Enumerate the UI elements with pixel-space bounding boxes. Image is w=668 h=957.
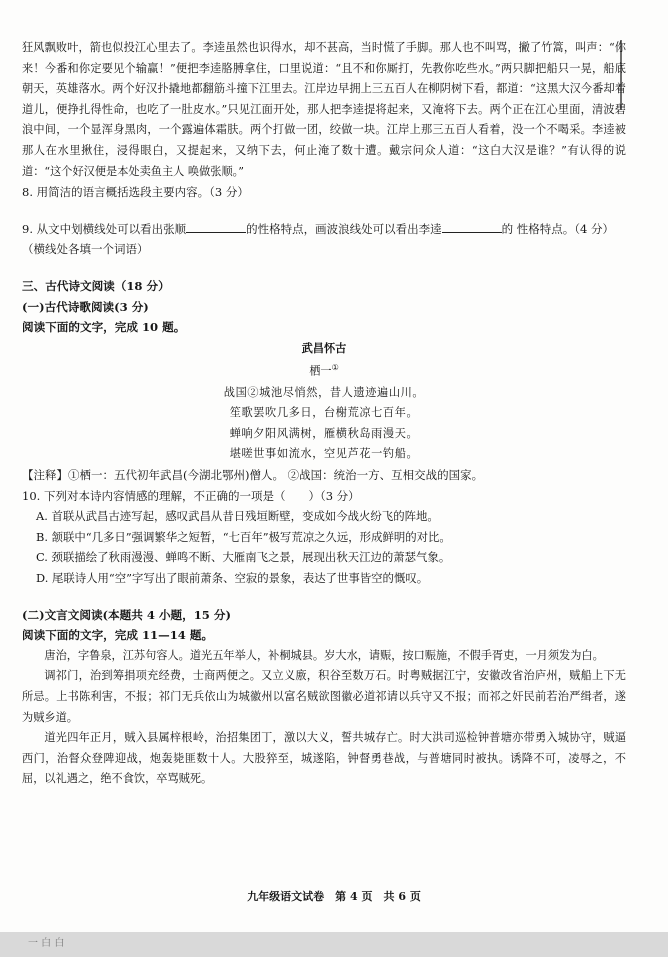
question-10: 10. 下列对本诗内容情感的理解，不正确的一项是（ ）（3 分） bbox=[22, 488, 360, 503]
scan-bottom-strip bbox=[0, 932, 668, 957]
page-content bbox=[22, 38, 626, 790]
question-9-part-a: 9. 从文中划横线处可以看出张顺 bbox=[22, 221, 187, 236]
poem-line: 笙歌罢吹几多日，台榭荒凉七百年。 bbox=[229, 406, 419, 420]
section-3-title: 三、古代诗文阅读（18 分） bbox=[22, 278, 170, 293]
question-8: 8. 用简洁的语言概括选段主要内容。（3 分） bbox=[22, 185, 249, 200]
poem-line: 战国②城池尽悄然，昔人遗迹遍山川。 bbox=[223, 385, 425, 399]
page-footer: 九年级语文试卷 第 4 页 共 6 页 bbox=[247, 890, 421, 903]
poem-notes: 【注释】①栖一：五代初年武昌(今湖北鄂州)僧人。 ②战国：统治一方、互相交战的国家。 bbox=[22, 468, 484, 483]
poetry-instruction: 阅读下面的文字，完成 10 题。 bbox=[22, 320, 186, 335]
poem-line: 堪嗟世事如流水，空见芦花一钓船。 bbox=[229, 447, 419, 461]
question-9 bbox=[22, 219, 626, 260]
poem-author-note-mark: ① bbox=[331, 363, 339, 373]
option-c[interactable]: C. 颈联描绘了秋雨漫漫、蝉鸣不断、大雁南飞之景，展现出秋天江边的萧瑟气象。 bbox=[36, 550, 451, 565]
poem-block bbox=[22, 338, 626, 465]
question-9-part-c: 的 性格特点。（4 分）（横线处各填一个词语） bbox=[22, 221, 615, 257]
option-b[interactable]: B. 颔联中“几多日”强调繁华之短暂，“七百年”极写荒凉之久远，形成鲜明的对比。 bbox=[36, 529, 451, 544]
classical-subsection-title: (二)文言文阅读(本题共 4 小题，15 分) bbox=[22, 607, 231, 622]
option-d[interactable]: D. 尾联诗人用“空”字写出了眼前萧条、空寂的景象，表达了世事皆空的慨叹。 bbox=[36, 570, 429, 585]
classical-paragraph: 调祁门，治到筹捐项充经费，士商两便之。又立义廒，积谷至数万石。时粤贼据江宁，安徽改省治庐州，贼船上下无所忌。上书陈利害，不报；祁门无兵依山为城徽州以富名贼欲图徽必道祁请以兵守又不报；而祁之奸民前若治严缉者，遂为贼乡道。 bbox=[22, 669, 626, 724]
story-passage: 狂风飘败叶，箭也似投江心里去了。李逵虽然也识得水，却不甚高，当时慌了手脚。那人也不叫骂，撇了竹篙，叫声：“你来！今番和你定要见个输赢！”便把李逵胳膊拿住，口里说道：“且不和你厮打，先教你吃些水。”两只脚把船只一晃，船底朝天，英雄落水。两个好汉扑撬地都翻筋斗撞下江里去。江岸边早拥上三五百人在柳阴树下看，都道：“这黑大汉今番却着道儿，便挣扎得性命，也吃了一肚皮水。”只见江面开处，那人把李逵提将起来，又淹将下去。两个正在江心里面，清波碧浪中间，一个显浑身黑肉，一个露遍体霜肤。两个打做一团，绞做一块。江岸上那三五百人看着，没一个不喝采。李逵被那人在水里揪住，浸得眼白，又提起来，又纳下去，何止淹了数十遭。戴宗问众人道：“这白大汉是谁？”有认得的说道：“这个好汉便是本处卖鱼主人 唤做张顺。” bbox=[22, 41, 626, 178]
poem-title: 武昌怀古 bbox=[301, 340, 347, 355]
poetry-subsection-title: (一)古代诗歌阅读(3 分) bbox=[22, 299, 149, 314]
poem-author: 栖一 bbox=[309, 365, 332, 379]
bleed-through-text: 一 白 白 bbox=[28, 938, 65, 949]
poem-line: 蝉响夕阳风满树，雁横秋岛雨漫天。 bbox=[229, 426, 419, 440]
poem-author-line bbox=[22, 358, 626, 382]
option-a[interactable]: A. 首联从武昌古迹写起，感叹武昌从昔日残垣断壁，变成如今战火纷飞的阵地。 bbox=[36, 509, 439, 524]
classical-paragraph: 道光四年正月，贼入县属梓根岭，治招集团丁，激以大义，誓共城存亡。时大洪司巡检钟普塘亦带勇入城协守，贼逼西门，治督众登陴迎战，炮轰毙匪数十人。大股猝至，城遂陷，钟督勇巷战，与普塘同时被执。诱降不可，凌辱之，不屈，以礼遇之，绝不食饮，卒骂贼死。 bbox=[22, 731, 626, 786]
question-9-part-b: 的性格特点，画波浪线处可以看出李逵 bbox=[246, 221, 442, 236]
answer-blank-1[interactable] bbox=[186, 220, 246, 233]
classical-paragraph: 唐治，字鲁泉，江苏句容人。道光五年举人，补桐城县。岁大水，请赈，按口赈施，不假手胥吏，一月须发为白。 bbox=[44, 648, 604, 662]
answer-blank-2[interactable] bbox=[442, 220, 502, 233]
classical-instruction: 阅读下面的文字，完成 11—14 题。 bbox=[22, 628, 214, 643]
